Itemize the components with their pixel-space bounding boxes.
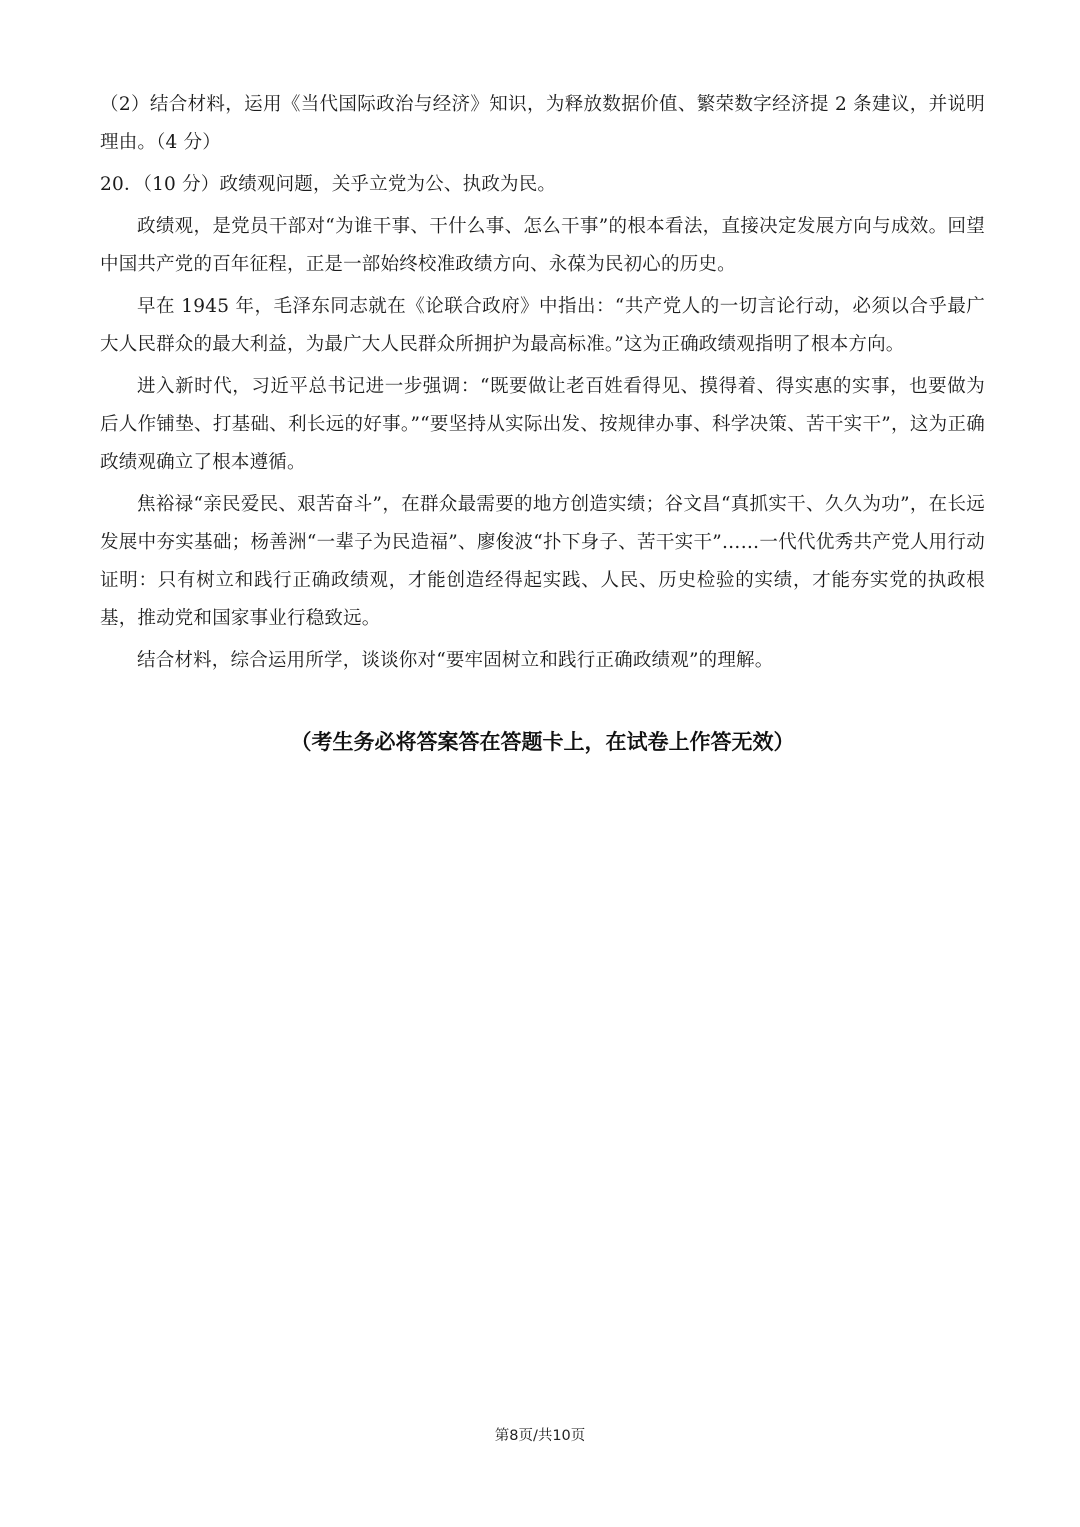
material-paragraph: 进入新时代，习近平总书记进一步强调：“既要做让老百姓看得见、摸得着、得实惠的实事，也要做为后人作铺垫、打基础、利长远的好事。”“要坚持从实际出发、按规律办事、科学决策、苦干实干”，这为正确政绩观确立了根本遵循。 [100,376,985,473]
question-20-heading: 20．（10 分）政绩观问题，关乎立党为公、执政为民。 [100,174,557,195]
material-paragraph: 焦裕禄“亲民爱民、艰苦奋斗”，在群众最需要的地方创造实绩；谷文昌“真抓实干、久久为功”，在长远发展中夯实基础；杨善洲“一辈子为民造福”、廖俊波“扑下身子、苦干实干”……一代代优秀共产党人用行动证明：只有树立和践行正确政绩观，才能创造经得起实践、人民、历史检验的实绩，才能夯实党的执政根基，推动党和国家事业行稳致远。 [100,494,985,629]
sub-question-2: （2）结合材料，运用《当代国际政治与经济》知识，为释放数据价值、繁荣数字经济提 2 条建议，并说明理由。（4 分） [100,94,985,153]
material-paragraph: 政绩观，是党员干部对“为谁干事、干什么事、怎么干事”的根本看法，直接决定发展方向与成效。回望中国共产党的百年征程，正是一部始终校准政绩方向、永葆为民初心的历史。 [100,216,985,275]
material-paragraph: 早在 1945 年，毛泽东同志就在《论联合政府》中指出：“共产党人的一切言论行动，必须以合乎最广大人民群众的最大利益，为最广大人民群众所拥护为最高标准。”这为正确政绩观指明了根本方向。 [100,296,985,355]
page-number: 第8页/共10页 [494,1428,586,1444]
question-prompt: 结合材料，综合运用所学，谈谈你对“要牢固树立和践行正确政绩观”的理解。 [137,650,774,671]
answer-notice: （考生务必将答案答在答题卡上，在试卷上作答无效） [290,730,795,754]
page-content [100,86,985,684]
